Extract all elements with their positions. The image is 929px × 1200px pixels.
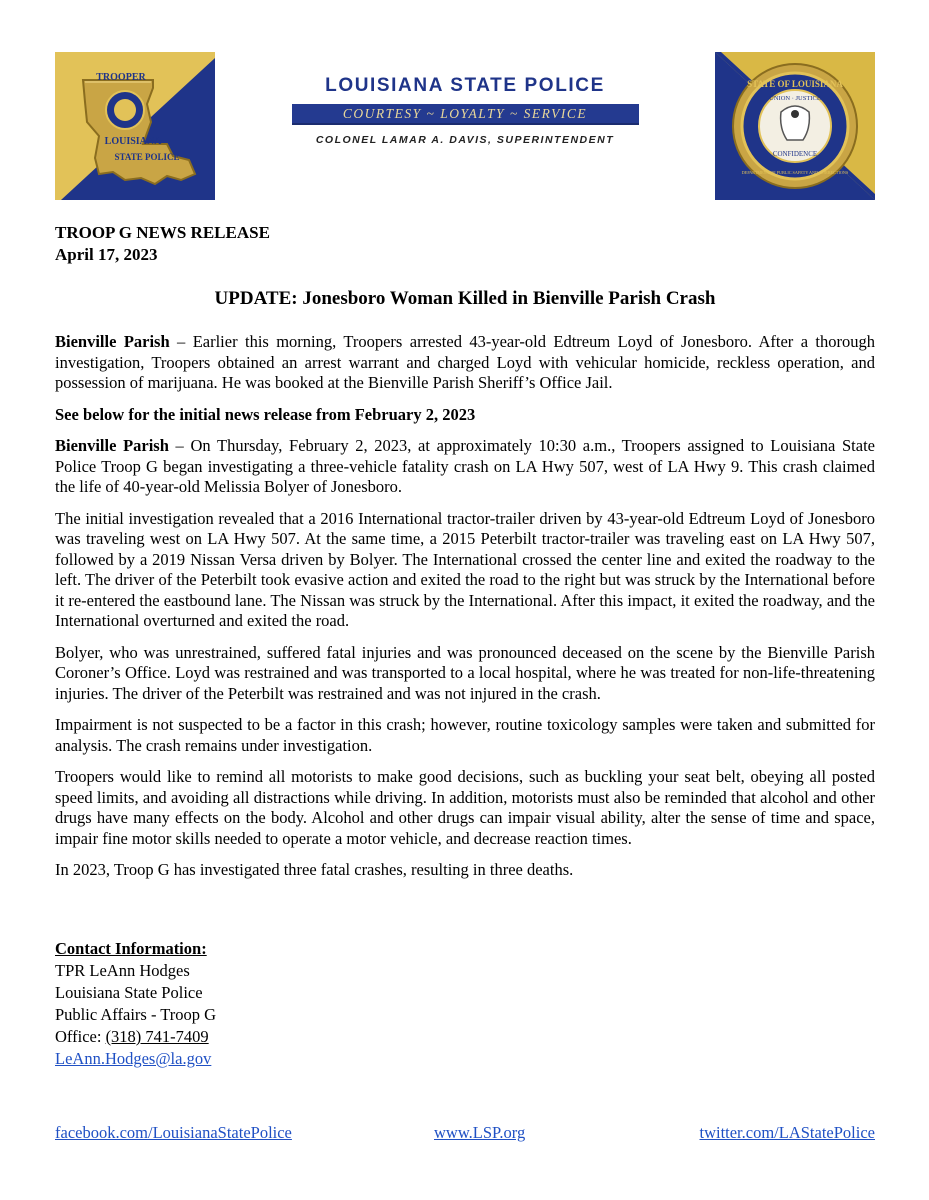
contact-office: Office: (318) 741-7409 bbox=[55, 1027, 209, 1046]
seal-inner-text: UNION · JUSTICE bbox=[769, 95, 821, 102]
badge-top-text: TROOPER bbox=[96, 72, 146, 83]
state-seal-logo bbox=[715, 52, 875, 200]
seal-ring-text: DEPARTMENT OF PUBLIC SAFETY AND CORRECTIONS bbox=[741, 170, 849, 175]
contact-org: Louisiana State Police bbox=[55, 983, 203, 1002]
email-link[interactable]: LeAnn.Hodges@la.gov bbox=[55, 1049, 212, 1068]
facebook-link[interactable]: facebook.com/LouisianaStatePolice bbox=[55, 1123, 292, 1142]
trooper-badge-logo bbox=[55, 52, 215, 200]
release-label: TROOP G NEWS RELEASE bbox=[55, 223, 270, 242]
motto-band: COURTESY ~ LOYALTY ~ SERVICE bbox=[292, 104, 639, 125]
contact-block bbox=[55, 938, 216, 1070]
dateline: Bienville Parish bbox=[55, 436, 169, 455]
badge-bottom-text: STATE POLICE bbox=[114, 152, 180, 162]
paragraph-statistics: In 2023, Troop G has investigated three fatal crashes, resulting in three deaths. bbox=[55, 860, 574, 879]
release-date: April 17, 2023 bbox=[55, 245, 158, 264]
paragraph-injuries: Bolyer, who was unrestrained, suffered fatal injuries and was pronounced deceased on the scene by the Bienville Parish Coroner’s Office. Loyd was restrained and was transported to a local hospital, where he was treated for non-life-threatening injuries. The driver of the Peterbilt was restrained and was not injured in the crash. bbox=[55, 642, 875, 703]
release-block bbox=[55, 222, 270, 266]
dateline: Bienville Parish bbox=[55, 332, 170, 351]
paragraph-see-below: See below for the initial news release from February 2, 2023 bbox=[55, 404, 476, 424]
seal-lower-text: CONFIDENCE bbox=[772, 150, 818, 158]
letterhead bbox=[55, 52, 875, 200]
paragraph-reminder: Troopers would like to remind all motorists to make good decisions, such as buckling your seat belt, obeying all posted speed limits, and avoiding all distractions while driving. In addition, motorists must also be reminded that alcohol and other drugs have many effects on the body. Alcohol and other drugs can impair visual ability, alter the sense of time and space, impair fine motor skills needed to operate a motor vehicle, and decrease reaction times. bbox=[55, 767, 875, 848]
contact-name: TPR LeAnn Hodges bbox=[55, 961, 190, 980]
paragraph-investigation: The initial investigation revealed that a 2016 International tractor-trailer driven by 43-year-old Edtreum Loyd of Jonesboro was traveling west on LA Hwy 507. At the same time, a 2015 Peterbilt tractor-trailer was traveling east on LA Hwy 507, followed by a 2019 Nissan Versa driven by Bolyer. The International crossed the center line and exited the roadway to the left. The driver of the Peterbilt took evasive action and exited the road to the right but was struck by the International before it re-entered the eastbound lane. The Nissan was struck by the International. After this impact, it exited the roadway, and the International overturned and exited the road. bbox=[55, 508, 875, 630]
superintendent-line: COLONEL LAMAR A. DAVIS, SUPERINTENDENT bbox=[315, 134, 615, 146]
masthead bbox=[290, 74, 640, 146]
agency-name: LOUISIANA STATE POLICE bbox=[325, 75, 605, 96]
contact-heading: Contact Information: bbox=[55, 939, 207, 958]
contact-dept: Public Affairs - Troop G bbox=[55, 1005, 217, 1024]
badge-mid-text: LOUISIANA bbox=[104, 136, 162, 147]
website-link[interactable]: www.LSP.org bbox=[434, 1123, 526, 1142]
phone-link[interactable]: (318) 741-7409 bbox=[105, 1027, 209, 1046]
paragraph-initial: Bienville Parish – On Thursday, February 2, 2023, at approximately 10:30 a.m., Troopers assigned to Louisiana State Police Troop G began investigating a three-vehicle fatality crash on LA Hwy 507, west of LA Hwy 9. This crash claimed the life of 40-year-old Melissia Bolyer of Jonesboro. bbox=[55, 436, 875, 496]
headline: UPDATE: Jonesboro Woman Killed in Bienville Parish Crash bbox=[214, 288, 716, 309]
paragraph-impairment: Impairment is not suspected to be a factor in this crash; however, routine toxicology samples were taken and submitted for analysis. The crash remains under investigation. bbox=[55, 715, 875, 755]
paragraph-update: Bienville Parish – Earlier this morning, Troopers arrested 43-year-old Edtreum Loyd of Jonesboro. After a thorough investigation, Troopers obtained an arrest warrant and charged Loyd with vehicular homicide, reckless operation, and possession of marijuana. He was booked at the Bienville Parish Sheriff’s Office Jail. bbox=[55, 332, 876, 392]
seal-top-text: STATE OF LOUISIANA bbox=[747, 79, 843, 89]
article-body bbox=[55, 332, 875, 892]
twitter-link[interactable]: twitter.com/LAStatePolice bbox=[699, 1123, 875, 1142]
